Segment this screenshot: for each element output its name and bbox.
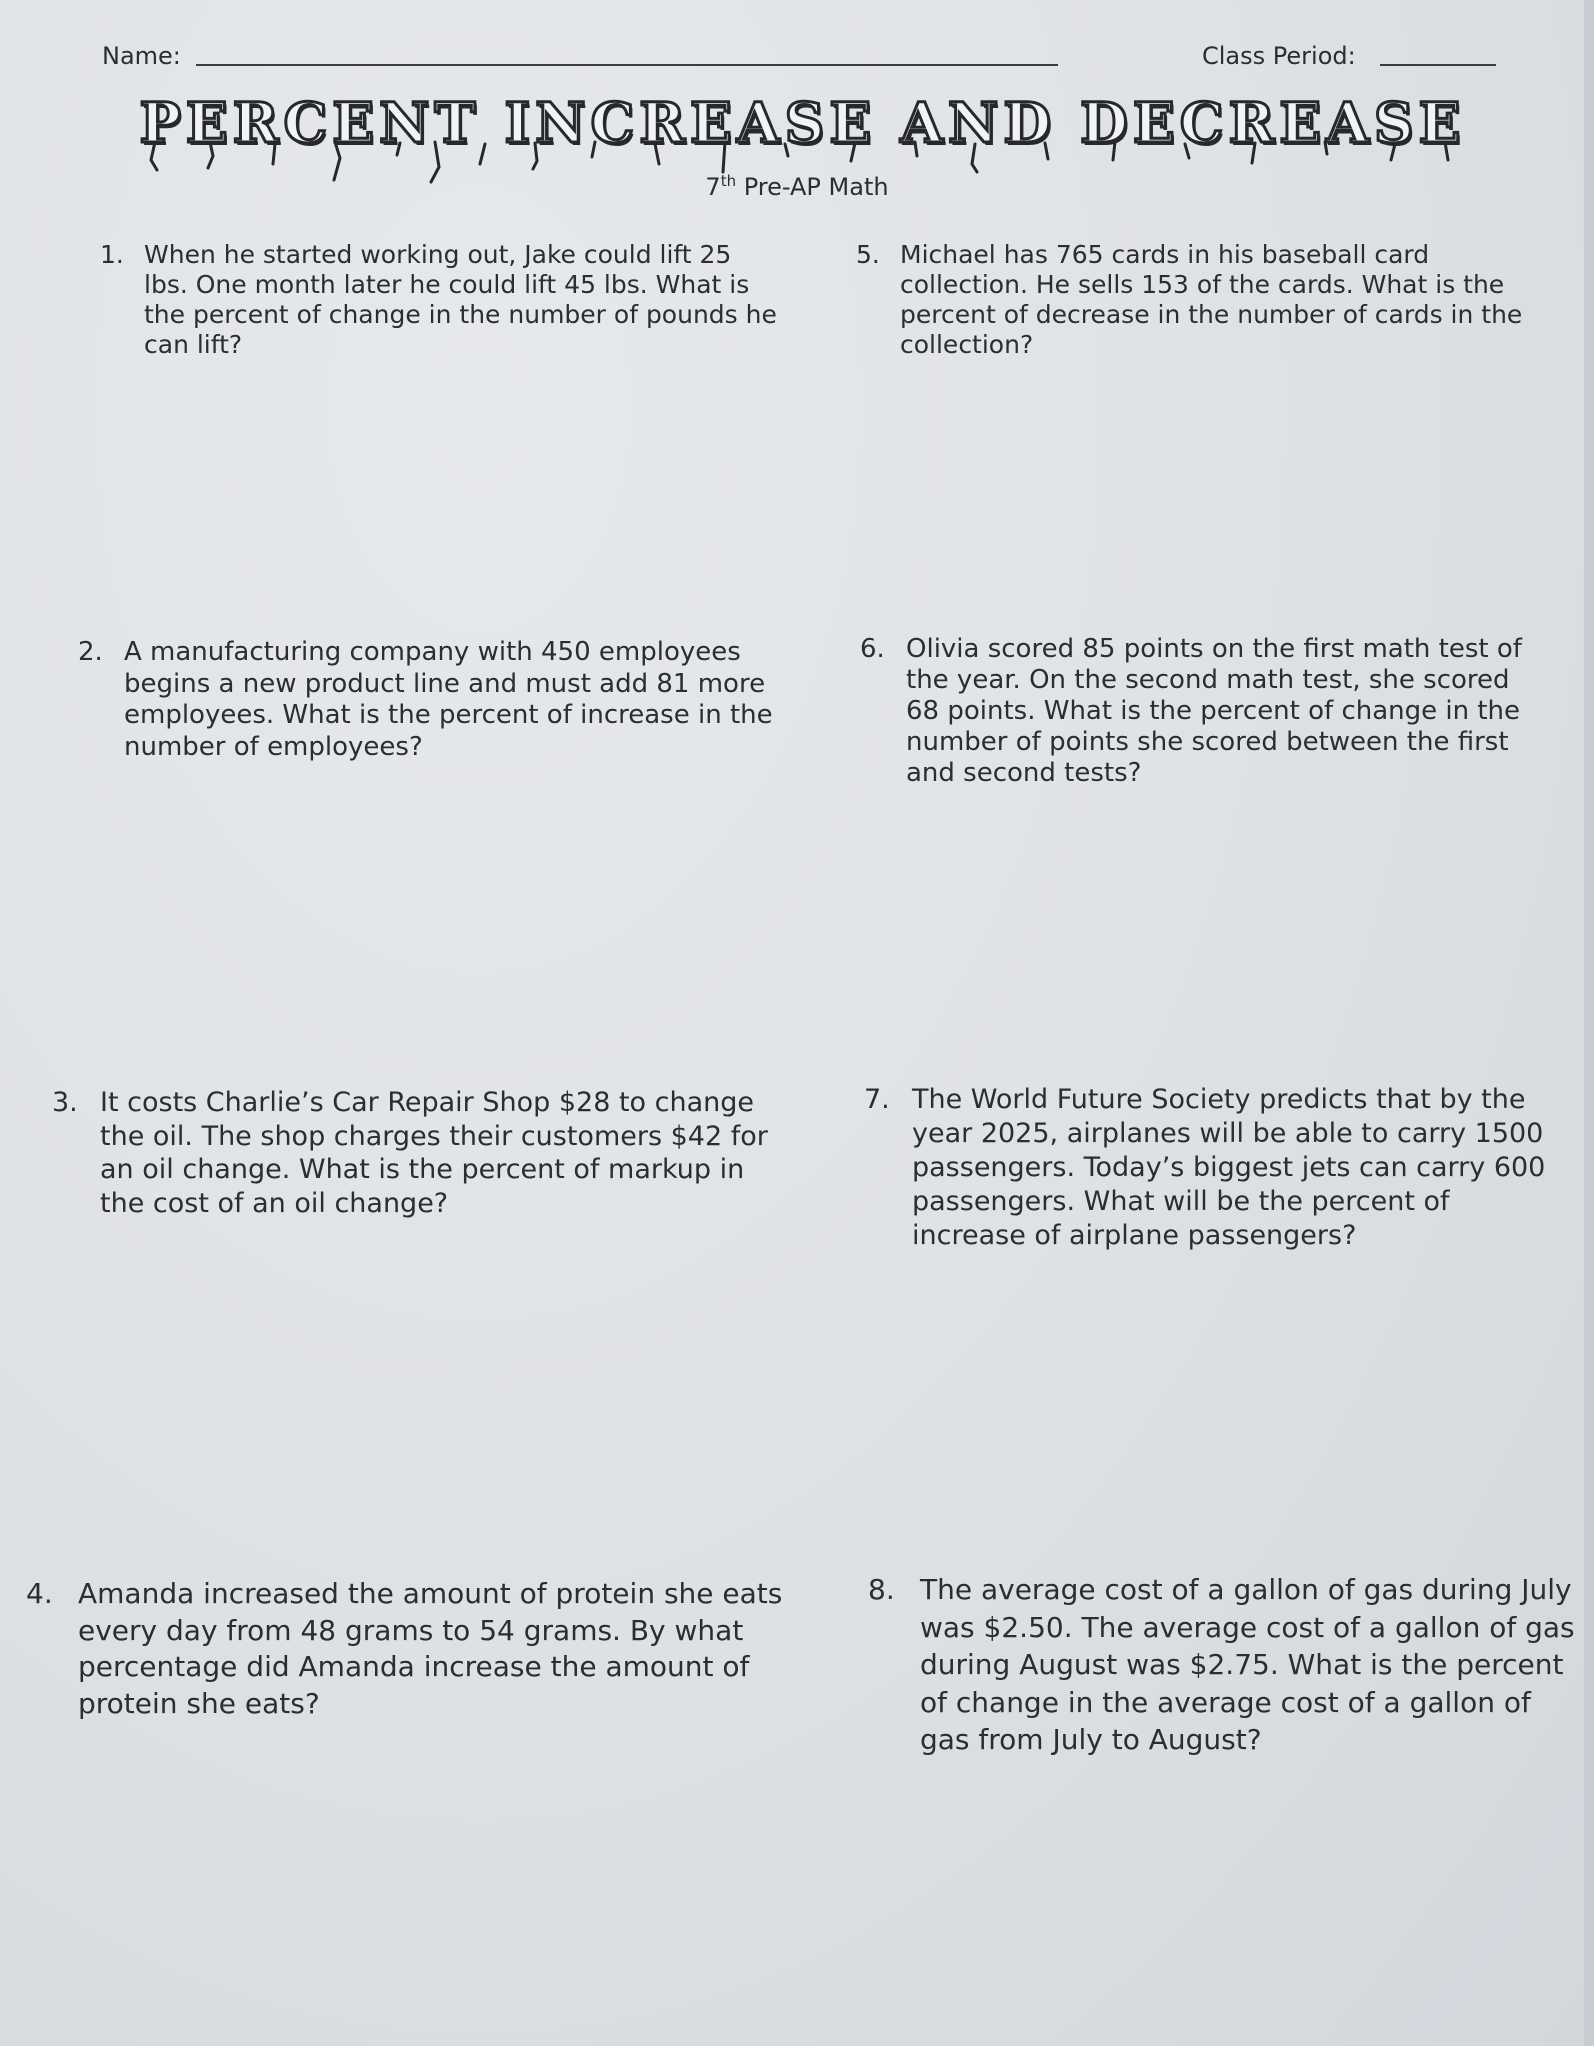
name-label: Name:: [102, 42, 181, 70]
question-1: [100, 240, 780, 360]
question-8: [868, 1571, 1584, 1759]
question-text: Amanda increased the amount of protein she eats every day from 48 grams to 54 grams. By what percentage did Amanda increase the amount of protein she eats?: [78, 1577, 783, 1720]
question-3: [52, 1086, 772, 1220]
question-text: Michael has 765 cards in his baseball card collection. He sells 153 of the cards. What is the percent of decrease in the number of cards in the collection?: [900, 240, 1523, 359]
question-number: 7.: [864, 1084, 890, 1115]
course-subtitle: [0, 172, 1594, 201]
question-6: [860, 634, 1550, 789]
grade-number: 7: [705, 173, 721, 201]
question-number: 5.: [856, 240, 880, 269]
question-5: [856, 240, 1536, 360]
class-period-label: Class Period:: [1202, 42, 1356, 70]
question-number: 3.: [52, 1087, 78, 1118]
question-2: [78, 637, 778, 763]
page-edge: [1584, 0, 1594, 2046]
question-text: Olivia scored 85 points on the first math test of the year. On the second math test, she scored 68 points. What is the percent of change in the number of points she scored between the first and second tests?: [906, 634, 1522, 788]
question-4: [26, 1576, 786, 1722]
question-number: 2.: [78, 637, 103, 667]
worksheet-title: PERCENT INCREASE AND DECREASE: [139, 90, 1466, 155]
name-blank-line: [196, 64, 1058, 66]
question-text: The World Future Society predicts that by the year 2025, airplanes will be able to carry 1500 passengers. Today’s biggest jets can carry 600 passengers. What will be the percent of increase of airplane passengers?: [912, 1084, 1546, 1251]
question-number: 4.: [26, 1577, 53, 1610]
question-text: A manufacturing company with 450 employees begins a new product line and must add 81 more employees. What is the percent of increase in the number of employees?: [124, 637, 773, 762]
question-7: [864, 1083, 1564, 1253]
question-number: 8.: [868, 1573, 895, 1606]
course-name: Pre-AP Math: [736, 173, 889, 201]
grade-suffix: th: [720, 172, 737, 190]
question-number: 1.: [100, 240, 124, 269]
question-text: When he started working out, Jake could lift 25 lbs. One month later he could lift 45 lbs. What is the percent of change in the number of pounds he can lift?: [144, 240, 777, 359]
question-text: It costs Charlie’s Car Repair Shop $28 to change the oil. The shop charges their customers $42 for an oil change. What is the percent of markup in the cost of an oil change?: [100, 1087, 768, 1219]
question-text: The average cost of a gallon of gas during July was $2.50. The average cost of a gallon of gas during August was $2.75. What is the percent of change in the average cost of a gallon of gas from July to August?: [920, 1573, 1575, 1756]
question-number: 6.: [860, 634, 885, 664]
class-period-blank-line: [1380, 64, 1496, 66]
